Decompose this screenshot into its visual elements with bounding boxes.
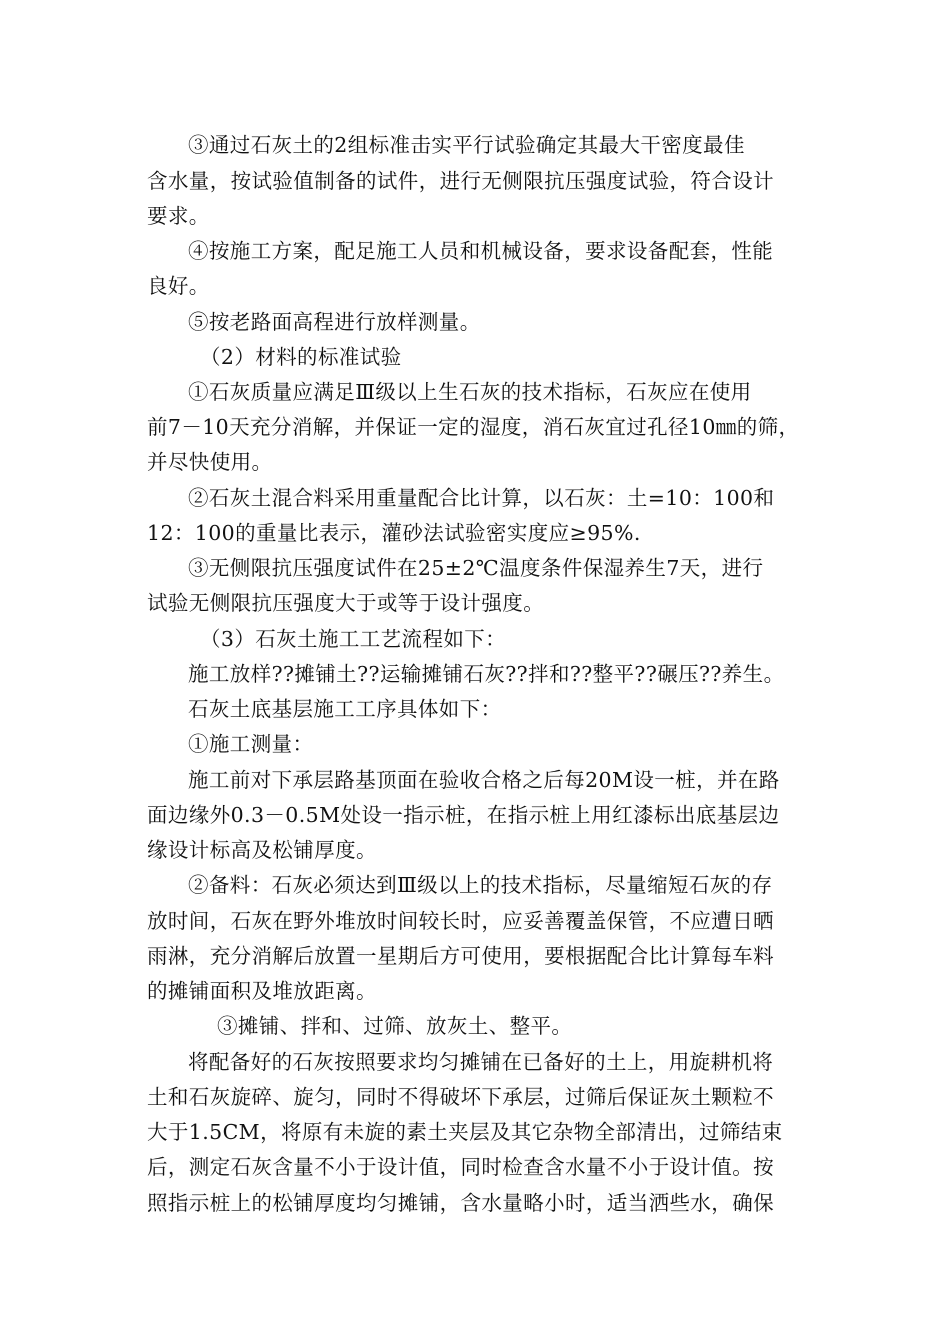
paragraph-line: ①石灰质量应满足Ⅲ级以上生石灰的技术指标，石灰应在使用 [188, 380, 752, 404]
section-heading: ③摊铺、拌和、过筛、放灰土、整平。 [217, 1014, 573, 1038]
paragraph-line: 的摊铺面积及堆放距离。 [147, 979, 377, 1003]
paragraph-line: 石灰土底基层施工工序具体如下： [188, 697, 502, 721]
paragraph-line: 缘设计标高及松铺厚度。 [147, 838, 377, 862]
paragraph-line: 将配备好的石灰按照要求均匀摊铺在已备好的土上，用旋耕机将 [188, 1050, 774, 1074]
paragraph-line: 面边缘外0.3－0.5M处设一指示桩，在指示桩上用红漆标出底基层边 [147, 803, 780, 827]
paragraph-line: 12：100的重量比表示，灌砂法试验密实度应≥95%. [147, 521, 641, 545]
paragraph-line: ④按施工方案，配足施工人员和机械设备，要求设备配套，性能 [188, 239, 774, 263]
paragraph-line: ②备料：石灰必须达到Ⅲ级以上的技术指标，尽量缩短石灰的存 [188, 873, 773, 897]
paragraph-line: 照指示桩上的松铺厚度均匀摊铺，含水量略小时，适当洒些水，确保 [147, 1191, 774, 1215]
paragraph-line: 要求。 [147, 204, 210, 228]
paragraph-line: ⑤按老路面高程进行放样测量。 [188, 310, 481, 334]
paragraph-line: 土和石灰旋碎、旋匀，同时不得破坏下承层，过筛后保证灰土颗粒不 [147, 1085, 774, 1109]
paragraph-line: 大于1.5CM，将原有未旋的素土夹层及其它杂物全部清出，过筛结束 [147, 1120, 783, 1144]
paragraph-line: ②石灰土混合料采用重量配合比计算，以石灰：土=10：100和 [188, 486, 775, 510]
paragraph-line: 施工前对下承层路基顶面在验收合格之后每20M设一桩，并在路 [188, 768, 780, 792]
paragraph-line: 并尽快使用。 [147, 450, 273, 474]
paragraph-line: ③通过石灰土的2组标准击实平行试验确定其最大干密度最佳 [188, 133, 745, 157]
paragraph-line: ③无侧限抗压强度试件在25±2℃温度条件保湿养生7天，进行 [188, 556, 764, 580]
paragraph-line: 试验无侧限抗压强度大于或等于设计强度。 [147, 591, 545, 615]
paragraph-line: ①施工测量： [188, 732, 314, 756]
paragraph-line: 施工放样??摊铺土??运输摊铺石灰??拌和??整平??碾压??养生。 [188, 662, 785, 686]
paragraph-line: 后，测定石灰含量不小于设计值，同时检查含水量不小于设计值。按 [147, 1155, 774, 1179]
paragraph-line: 良好。 [147, 274, 210, 298]
section-heading: （3）石灰土施工工艺流程如下： [200, 627, 507, 651]
paragraph-line: 前7－10天充分消解，并保证一定的湿度，消石灰宜过孔径10㎜的筛， [147, 415, 800, 439]
section-heading: （2）材料的标准试验 [200, 345, 402, 369]
paragraph-line: 含水量，按试验值制备的试件，进行无侧限抗压强度试验，符合设计 [147, 169, 774, 193]
paragraph-line: 放时间，石灰在野外堆放时间较长时，应妥善覆盖保管，不应遭日晒 [147, 909, 774, 933]
paragraph-line: 雨淋，充分消解后放置一星期后方可使用，要根据配合比计算每车料 [147, 944, 774, 968]
